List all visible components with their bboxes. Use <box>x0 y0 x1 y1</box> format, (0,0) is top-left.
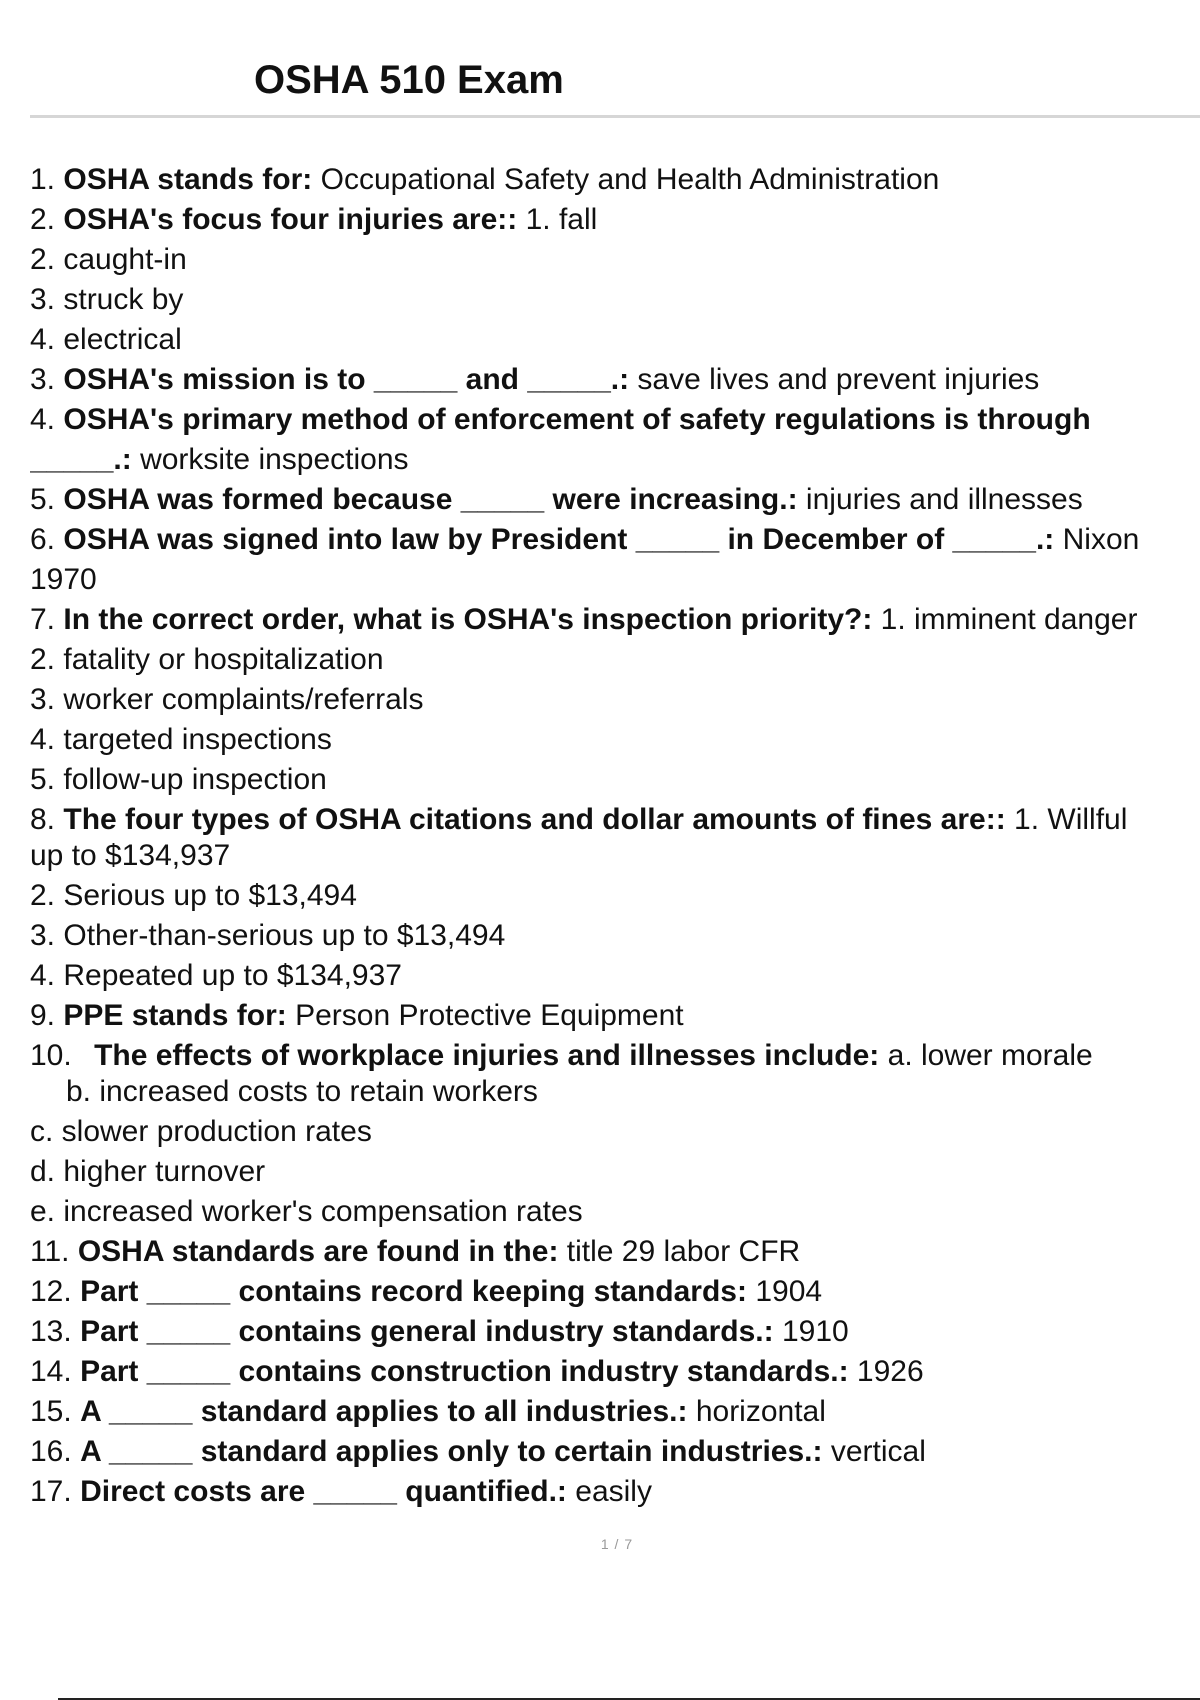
question-number: 6. <box>30 523 56 556</box>
question-number: 11. <box>30 1235 70 1268</box>
answer-continuation: 4. targeted inspections <box>30 723 332 756</box>
qa-line <box>30 1432 1200 1472</box>
question-number: 14. <box>30 1355 72 1388</box>
question-number: 1. <box>30 163 56 196</box>
question-number: 2. <box>30 203 56 236</box>
question-text: Part _____ contains record keeping standards: <box>80 1275 747 1308</box>
answer-continuation: 2. caught-in <box>30 243 187 276</box>
qa-line <box>30 480 1200 520</box>
question-number: 17. <box>30 1475 72 1508</box>
question-number: 9. <box>30 999 56 1032</box>
answer-text: 1. imminent danger <box>872 603 1138 636</box>
qa-line <box>30 1072 1200 1112</box>
question-number: 15. <box>30 1395 72 1428</box>
answer-text: Nixon <box>1054 523 1140 556</box>
answer-text: injuries and illnesses <box>797 483 1083 516</box>
qa-line <box>30 520 1200 560</box>
answer-text: easily <box>566 1475 652 1508</box>
answer-text: 1910 <box>773 1315 849 1348</box>
question-text: A _____ standard applies to all industries.: <box>80 1395 688 1428</box>
answer-text: 1904 <box>746 1275 823 1308</box>
question-text: In the correct order, what is OSHA's inspection priority?: <box>63 603 873 636</box>
qa-line <box>30 1392 1200 1432</box>
qa-line <box>30 240 1200 280</box>
answer-text: Person Protective Equipment <box>286 999 684 1032</box>
answer-text: worksite inspections <box>131 443 409 476</box>
answer-continuation: 4. Repeated up to $134,937 <box>30 959 402 992</box>
qa-line <box>30 720 1200 760</box>
qa-line <box>30 1472 1200 1512</box>
question-text: Part _____ contains general industry standards.: <box>80 1315 774 1348</box>
qa-line <box>30 600 1200 640</box>
answer-continuation: 3. worker complaints/referrals <box>30 683 424 716</box>
question-number: 13. <box>30 1315 72 1348</box>
qa-line <box>30 560 1200 600</box>
page-title: OSHA 510 Exam <box>254 58 564 102</box>
qa-line <box>30 1112 1200 1152</box>
qa-line <box>30 680 1200 720</box>
question-text: The four types of OSHA citations and dollar amounts of fines are:: <box>63 803 1006 836</box>
question-text: OSHA's focus four injuries are:: <box>63 203 518 236</box>
qa-line <box>30 400 1200 440</box>
qa-line <box>30 360 1200 400</box>
answer-text: title 29 labor CFR <box>558 1235 801 1268</box>
answer-continuation: e. increased worker's compensation rates <box>30 1195 583 1228</box>
qa-line <box>30 800 1200 840</box>
question-number: 3. <box>30 363 56 396</box>
question-text: Part _____ contains construction industry standards.: <box>80 1355 849 1388</box>
qa-line <box>30 956 1200 996</box>
question-text: PPE stands for: <box>63 999 287 1032</box>
question-text: _____.: <box>30 443 132 476</box>
answer-continuation: 1970 <box>30 563 97 596</box>
answer-continuation: 4. electrical <box>30 323 182 356</box>
qa-line <box>30 1312 1200 1352</box>
answer-text: a. lower morale <box>879 1039 1093 1072</box>
qa-list <box>30 160 1200 1512</box>
qa-line <box>30 1192 1200 1232</box>
answer-continuation: 3. Other-than-serious up to $13,494 <box>30 919 506 952</box>
answer-continuation: 5. follow-up inspection <box>30 763 327 796</box>
qa-line <box>30 640 1200 680</box>
answer-continuation: 2. fatality or hospitalization <box>30 643 384 676</box>
answer-text: Occupational Safety and Health Administration <box>312 163 940 196</box>
answer-text: 1926 <box>848 1355 924 1388</box>
qa-line <box>30 996 1200 1036</box>
qa-line <box>30 200 1200 240</box>
qa-line <box>30 760 1200 800</box>
qa-line <box>30 160 1200 200</box>
answer-continuation: b. increased costs to retain workers <box>66 1075 538 1108</box>
question-number: 16. <box>30 1435 72 1468</box>
question-number: 7. <box>30 603 56 636</box>
qa-line <box>30 1232 1200 1272</box>
question-number: 5. <box>30 483 56 516</box>
question-number: 8. <box>30 803 56 836</box>
answer-text: vertical <box>822 1435 926 1468</box>
question-text: OSHA's mission is to _____ and _____.: <box>63 363 630 396</box>
answer-continuation: 3. struck by <box>30 283 184 316</box>
question-text: OSHA standards are found in the: <box>77 1235 559 1268</box>
question-text: A _____ standard applies only to certain industries.: <box>80 1435 823 1468</box>
answer-continuation: c. slower production rates <box>30 1115 372 1148</box>
qa-line <box>30 836 1200 876</box>
question-text: Direct costs are _____ quantified.: <box>80 1475 567 1508</box>
title-divider <box>30 115 1200 118</box>
question-number: 10. <box>30 1039 72 1072</box>
question-text: OSHA's primary method of enforcement of safety regulations is through <box>63 403 1091 436</box>
answer-continuation: 2. Serious up to $13,494 <box>30 879 357 912</box>
question-text: OSHA stands for: <box>63 163 313 196</box>
answer-text: 1. Willful <box>1005 803 1128 836</box>
qa-line <box>30 876 1200 916</box>
question-number: 4. <box>30 403 56 436</box>
answer-continuation: up to $134,937 <box>30 839 231 872</box>
qa-line <box>30 1152 1200 1192</box>
qa-line <box>30 916 1200 956</box>
qa-line <box>30 280 1200 320</box>
answer-text: save lives and prevent injuries <box>629 363 1040 396</box>
question-text: OSHA was signed into law by President _____ in December of _____.: <box>63 523 1055 556</box>
qa-line <box>30 1352 1200 1392</box>
qa-line <box>30 320 1200 360</box>
qa-line <box>30 1036 1200 1076</box>
question-number: 12. <box>30 1275 72 1308</box>
qa-line <box>30 1272 1200 1312</box>
qa-line <box>30 440 1200 480</box>
question-text: The effects of workplace injuries and illnesses include: <box>94 1039 880 1072</box>
answer-text: horizontal <box>687 1395 826 1428</box>
question-text: OSHA was formed because _____ were increasing.: <box>63 483 798 516</box>
answer-continuation: d. higher turnover <box>30 1155 266 1188</box>
answer-text: 1. fall <box>517 203 598 236</box>
page-indicator: 1 / 7 <box>600 1536 634 1552</box>
